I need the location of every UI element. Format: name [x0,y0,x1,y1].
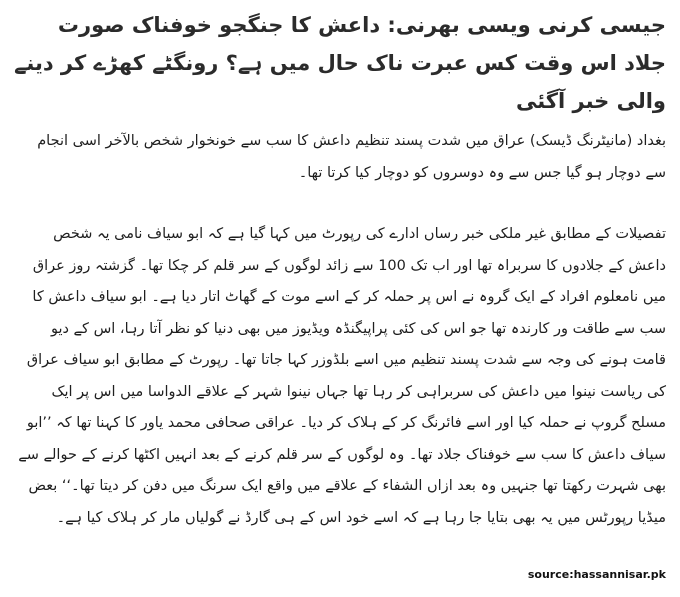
article-intro-paragraph: بغداد (مانیٹرنگ ڈیسک) عراق میں شدت پسند تنظیم داعش کا سب سے خونخوار شخص بالآخر اسی انجام سے دوچار ہو گیا جس سے وہ دوسروں کو دوچار کیا کرتا تھا۔ [37,133,666,181]
article-body-paragraph: تفصیلات کے مطابق غیر ملکی خبر رساں ادارے کی رپورٹ میں کہا گیا ہے کہ ابو سیاف نامی یہ شخص داعش کے جلادوں کا سربراہ تھا اور اب تک 100 سے زائد لوگوں کے سر قلم کر چکا تھا۔ گزشتہ روز عراق میں نامعلوم افراد کے ایک گروہ نے اس پر حملہ کر کے اسے موت کے گھاٹ اتار دیا ہے۔ ابو سیاف داعش کا سب سے طاقت ور کارندہ تھا جو اس کی کئی پراپیگنڈہ ویڈیوز میں بھی دنیا کو نظر آتا رہا، اس کے دیو قامت ہونے کی وجہ سے شدت پسند تنظیم میں اسے بلڈوزر کہا جاتا تھا۔ رپورٹ کے مطابق ابو سیاف عراق کی ریاست نینوا میں داعش کی سربراہی کر رہا تھا جہاں نینوا شہر کے علاقے الدواسا میں اس پر ایک مسلح گروپ نے حملہ کیا اور اسے فائرنگ کر کے ہلاک کر دیا۔ عراقی صحافی محمد یاور کا کہنا تھا کہ ’’ابو سیاف داعش کا سب سے خوفناک جلاد تھا۔ وہ لوگوں کے سر قلم کرنے کے بعد انہیں اکٹھا کرنے کے حوالے سے بھی شہرت رکھتا تھا جنہیں وہ بعد ازاں الشفاء کے علاقے میں واقع ایک سرنگ میں دفن کر دیتا تھا۔‘‘ بعض میڈیا رپورٹس میں یہ بھی بتایا جا رہا ہے کہ اسے خود اس کے ہی گارڈ نے گولیاں مار کر ہلاک کیا ہے۔ [18,226,666,526]
source-credit: source:hassannisar.pk [527,568,666,581]
article-headline: جیسی کرنی ویسی بھرنی: داعش کا جنگجو خوفناک صورت جلاد اس وقت کس عبرت ناک حال میں ہے؟ رونگٹے کھڑے کر دینے والی خبر آگئی [14,13,666,113]
